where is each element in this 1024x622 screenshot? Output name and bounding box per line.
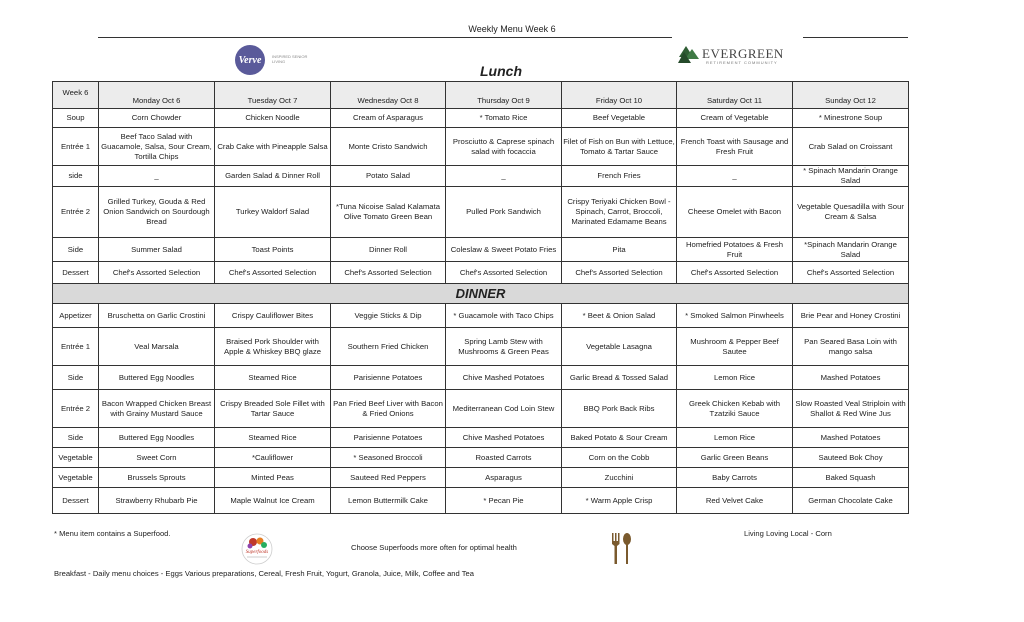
- menu-cell: Southern Fried Chicken: [331, 328, 446, 366]
- menu-cell: Garlic Green Beans: [677, 448, 793, 468]
- menu-cell: Pan Seared Basa Loin with mango salsa: [793, 328, 909, 366]
- menu-cell: * Spinach Mandarin Orange Salad: [793, 166, 909, 187]
- menu-cell: Spring Lamb Stew with Mushrooms & Green Peas: [446, 328, 562, 366]
- lunch-row: [53, 238, 909, 262]
- row-label: side: [53, 166, 99, 187]
- menu-cell: Sweet Corn: [99, 448, 215, 468]
- menu-cell: _: [446, 166, 562, 187]
- menu-cell: * Seasoned Broccoli: [331, 448, 446, 468]
- menu-cell: Potato Salad: [331, 166, 446, 187]
- menu-cell: Minted Peas: [215, 468, 331, 488]
- menu-cell: Crab Cake with Pineapple Salsa: [215, 128, 331, 166]
- menu-cell: Chive Mashed Potatoes: [446, 366, 562, 390]
- menu-cell: Brie Pear and Honey Crostini: [793, 304, 909, 328]
- menu-cell: Pan Fried Beef Liver with Bacon & Fried Onions: [331, 390, 446, 428]
- superfoods-logo: [240, 532, 274, 566]
- lunch-row: [53, 128, 909, 166]
- verve-logo-mark: Verve: [235, 45, 265, 75]
- menu-cell: * Pecan Pie: [446, 488, 562, 514]
- menu-cell: German Chocolate Cake: [793, 488, 909, 514]
- menu-cell: French Fries: [562, 166, 677, 187]
- menu-cell: Homefried Potatoes & Fresh Fruit: [677, 238, 793, 262]
- menu-cell: Sauteed Bok Choy: [793, 448, 909, 468]
- menu-cell: Pulled Pork Sandwich: [446, 187, 562, 238]
- menu-cell: Crispy Teriyaki Chicken Bowl - Spinach, Carrot, Broccoli, Marinated Edamame Beans: [562, 187, 677, 238]
- lunch-heading: Lunch: [480, 63, 522, 79]
- day-header: Wednesday Oct 8: [331, 82, 446, 109]
- menu-cell: Vegetable Lasagna: [562, 328, 677, 366]
- superfoods-advice: Choose Superfoods more often for optimal health: [351, 543, 517, 552]
- menu-cell: Sauteed Red Peppers: [331, 468, 446, 488]
- menu-cell: Bacon Wrapped Chicken Breast with Grainy Mustard Sauce: [99, 390, 215, 428]
- menu-cell: Baked Potato & Sour Cream: [562, 428, 677, 448]
- lunch-row: [53, 109, 909, 128]
- menu-cell: Summer Salad: [99, 238, 215, 262]
- menu-cell: Crispy Cauliflower Bites: [215, 304, 331, 328]
- menu-cell: Monte Cristo Sandwich: [331, 128, 446, 166]
- menu-cell: * Smoked Salmon Pinwheels: [677, 304, 793, 328]
- row-label: Side: [53, 238, 99, 262]
- menu-cell: * Warm Apple Crisp: [562, 488, 677, 514]
- dinner-row: [53, 328, 909, 366]
- menu-cell: Beef Taco Salad with Guacamole, Salsa, Sour Cream, Tortilla Chips: [99, 128, 215, 166]
- menu-cell: Cream of Asparagus: [331, 109, 446, 128]
- menu-cell: Bruschetta on Garlic Crostini: [99, 304, 215, 328]
- menu-cell: Crispy Breaded Sole Fillet with Tartar Sauce: [215, 390, 331, 428]
- menu-cell: _: [99, 166, 215, 187]
- menu-cell: Chef's Assorted Selection: [562, 262, 677, 284]
- menu-cell: Parisienne Potatoes: [331, 366, 446, 390]
- day-header: Friday Oct 10: [562, 82, 677, 109]
- evergreen-name: EVERGREEN: [702, 46, 784, 61]
- menu-cell: Mediterranean Cod Loin Stew: [446, 390, 562, 428]
- row-label: Entrée 1: [53, 328, 99, 366]
- menu-cell: Prosciutto & Caprese spinach salad with focaccia: [446, 128, 562, 166]
- row-label: Side: [53, 428, 99, 448]
- menu-cell: Cheese Omelet with Bacon: [677, 187, 793, 238]
- day-header: Monday Oct 6: [99, 82, 215, 109]
- row-label: Side: [53, 366, 99, 390]
- menu-cell: Maple Walnut Ice Cream: [215, 488, 331, 514]
- menu-cell: Chive Mashed Potatoes: [446, 428, 562, 448]
- dinner-row: [53, 448, 909, 468]
- menu-cell: Crab Salad on Croissant: [793, 128, 909, 166]
- menu-cell: Chicken Noodle: [215, 109, 331, 128]
- dinner-row: [53, 390, 909, 428]
- menu-cell: Buttered Egg Noodles: [99, 366, 215, 390]
- menu-cell: Lemon Rice: [677, 366, 793, 390]
- menu-cell: Cream of Vegetable: [677, 109, 793, 128]
- menu-cell: BBQ Pork Back Ribs: [562, 390, 677, 428]
- header-rule: [98, 37, 672, 38]
- menu-cell: Mashed Potatoes: [793, 428, 909, 448]
- menu-cell: Greek Chicken Kebab with Tzatziki Sauce: [677, 390, 793, 428]
- menu-cell: Asparagus: [446, 468, 562, 488]
- dinner-row: [53, 366, 909, 390]
- menu-cell: * Tomato Rice: [446, 109, 562, 128]
- menu-cell: Baked Squash: [793, 468, 909, 488]
- menu-cell: Chef's Assorted Selection: [99, 262, 215, 284]
- row-label: Vegetable: [53, 468, 99, 488]
- menu-cell: Beef Vegetable: [562, 109, 677, 128]
- dinner-row: [53, 488, 909, 514]
- menu-cell: Corn Chowder: [99, 109, 215, 128]
- row-label: Vegetable: [53, 448, 99, 468]
- menu-cell: * Minestrone Soup: [793, 109, 909, 128]
- menu-cell: Veal Marsala: [99, 328, 215, 366]
- menu-cell: *Spinach Mandarin Orange Salad: [793, 238, 909, 262]
- menu-cell: Chef's Assorted Selection: [331, 262, 446, 284]
- breakfast-note: Breakfast - Daily menu choices - Eggs Various preparations, Cereal, Fresh Fruit, Yogurt, Granola, Juice, Milk, Coffee and Tea: [54, 569, 474, 578]
- weekly-menu-table: [52, 81, 909, 514]
- menu-cell: Chef's Assorted Selection: [446, 262, 562, 284]
- menu-cell: Garlic Bread & Tossed Salad: [562, 366, 677, 390]
- menu-cell: Veggie Sticks & Dip: [331, 304, 446, 328]
- menu-cell: Mushroom & Pepper Beef Sautee: [677, 328, 793, 366]
- menu-cell: Toast Points: [215, 238, 331, 262]
- menu-cell: Braised Pork Shoulder with Apple & Whiskey BBQ glaze: [215, 328, 331, 366]
- menu-cell: Red Velvet Cake: [677, 488, 793, 514]
- menu-cell: Buttered Egg Noodles: [99, 428, 215, 448]
- day-header-row: [53, 82, 909, 109]
- menu-cell: Chef's Assorted Selection: [793, 262, 909, 284]
- menu-cell: Steamed Rice: [215, 366, 331, 390]
- row-label: Appetizer: [53, 304, 99, 328]
- day-header: Sunday Oct 12: [793, 82, 909, 109]
- row-label: Entrée 1: [53, 128, 99, 166]
- menu-cell: *Tuna Nicoise Salad Kalamata Olive Tomato Green Bean: [331, 187, 446, 238]
- row-label: Dessert: [53, 488, 99, 514]
- dinner-row: [53, 304, 909, 328]
- menu-cell: * Guacamole with Taco Chips: [446, 304, 562, 328]
- menu-cell: French Toast with Sausage and Fresh Fruit: [677, 128, 793, 166]
- dinner-section-row: [53, 284, 909, 304]
- row-label: Dessert: [53, 262, 99, 284]
- day-header: Saturday Oct 11: [677, 82, 793, 109]
- tree-icon: [678, 45, 700, 65]
- menu-cell: Vegetable Quesadilla with Sour Cream & Salsa: [793, 187, 909, 238]
- lunch-row: [53, 187, 909, 238]
- menu-cell: Slow Roasted Veal Striploin with Shallot & Red Wine Jus: [793, 390, 909, 428]
- menu-cell: Baby Carrots: [677, 468, 793, 488]
- week-label: Week 6: [53, 82, 99, 109]
- row-label: Entrée 2: [53, 390, 99, 428]
- row-label: Soup: [53, 109, 99, 128]
- menu-cell: Zucchini: [562, 468, 677, 488]
- menu-cell: Parisienne Potatoes: [331, 428, 446, 448]
- menu-cell: Lemon Buttermilk Cake: [331, 488, 446, 514]
- menu-cell: Filet of Fish on Bun with Lettuce, Tomato & Tartar Sauce: [562, 128, 677, 166]
- day-header: Thursday Oct 9: [446, 82, 562, 109]
- menu-cell: Chef's Assorted Selection: [677, 262, 793, 284]
- menu-cell: Pita: [562, 238, 677, 262]
- menu-cell: Dinner Roll: [331, 238, 446, 262]
- fork-and-spoon-icon: [607, 531, 635, 565]
- menu-cell: Grilled Turkey, Gouda & Red Onion Sandwich on Sourdough Bread: [99, 187, 215, 238]
- menu-cell: Roasted Carrots: [446, 448, 562, 468]
- menu-cell: * Beet & Onion Salad: [562, 304, 677, 328]
- header-rule-right: [803, 37, 908, 38]
- evergreen-logo: [676, 44, 796, 66]
- verve-logo: [235, 45, 308, 75]
- evergreen-subtitle: RETIREMENT COMMUNITY: [706, 60, 778, 65]
- verve-tagline: INSPIRED SENIOR LIVING: [272, 54, 308, 64]
- lunch-row: [53, 262, 909, 284]
- menu-cell: Chef's Assorted Selection: [215, 262, 331, 284]
- local-note: Living Loving Local - Corn: [744, 529, 832, 538]
- menu-cell: Strawberry Rhubarb Pie: [99, 488, 215, 514]
- menu-cell: *Cauliflower: [215, 448, 331, 468]
- menu-cell: Steamed Rice: [215, 428, 331, 448]
- menu-cell: Turkey Waldorf Salad: [215, 187, 331, 238]
- menu-cell: Corn on the Cobb: [562, 448, 677, 468]
- menu-cell: Lemon Rice: [677, 428, 793, 448]
- dinner-row: [53, 468, 909, 488]
- menu-cell: Brussels Sprouts: [99, 468, 215, 488]
- dinner-row: [53, 428, 909, 448]
- menu-cell: Coleslaw & Sweet Potato Fries: [446, 238, 562, 262]
- superfoods-logo-text: Superfoods: [245, 550, 269, 555]
- menu-cell: Mashed Potatoes: [793, 366, 909, 390]
- menu-cell: Garden Salad & Dinner Roll: [215, 166, 331, 187]
- dinner-heading: DINNER: [53, 284, 909, 304]
- superfood-note: * Menu item contains a Superfood.: [54, 529, 171, 538]
- day-header: Tuesday Oct 7: [215, 82, 331, 109]
- menu-cell: _: [677, 166, 793, 187]
- lunch-row: [53, 166, 909, 187]
- document-title: Weekly Menu Week 6: [468, 24, 556, 34]
- row-label: Entrée 2: [53, 187, 99, 238]
